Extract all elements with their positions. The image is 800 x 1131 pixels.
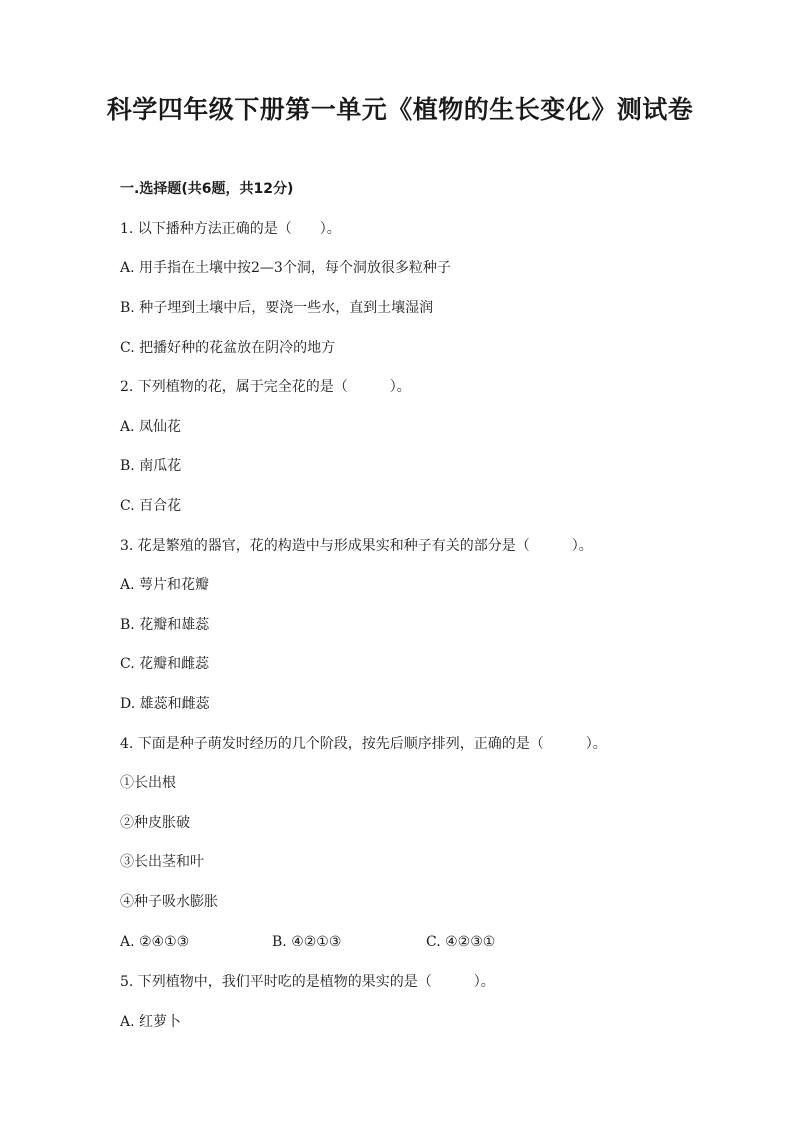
question-4-options-row — [120, 933, 680, 951]
question-4-stage-3: ③长出茎和叶 — [120, 854, 204, 870]
question-5-stem: 5. 下列植物中，我们平时吃的是植物的果实的是（ ）。 — [120, 974, 495, 990]
question-4-stage-2: ②种皮胀破 — [120, 815, 190, 831]
question-2-stem: 2. 下列植物的花，属于完全花的是（ ）。 — [120, 379, 411, 395]
page-title: 科学四年级下册第一单元《植物的生长变化》测试卷 — [106, 95, 694, 124]
question-3-option-d: D. 雄蕊和雌蕊 — [120, 696, 210, 712]
question-3-option-b: B. 花瓣和雄蕊 — [120, 617, 210, 633]
question-5-option-a: A. 红萝卜 — [120, 1014, 182, 1030]
question-4-stage-1: ①长出根 — [120, 775, 176, 791]
question-2-option-b: B. 南瓜花 — [120, 458, 182, 474]
question-1-option-a: A. 用手指在土壤中按2—3个洞，每个洞放很多粒种子 — [120, 260, 451, 276]
question-1-stem: 1. 以下播种方法正确的是（ ）。 — [120, 221, 341, 237]
question-4-stage-4: ④种子吸水膨胀 — [120, 894, 218, 910]
question-1-option-c: C. 把播好种的花盆放在阴冷的地方 — [120, 340, 336, 356]
question-3-option-c: C. 花瓣和雌蕊 — [120, 656, 210, 672]
question-4-option-a: A. ②④①③ — [120, 934, 190, 950]
question-2-option-a: A. 凤仙花 — [120, 419, 182, 435]
question-3-stem: 3. 花是繁殖的器官，花的构造中与形成果实和种子有关的部分是（ ）。 — [120, 538, 593, 554]
question-3-option-a: A. 萼片和花瓣 — [120, 577, 210, 593]
question-1-option-b: B. 种子埋到土壤中后，要浇一些水，直到土壤湿润 — [120, 300, 434, 316]
question-4-stem: 4. 下面是种子萌发时经历的几个阶段，按先后顺序排列，正确的是（ ）。 — [120, 736, 607, 752]
question-4-option-b: B. ④②①③ — [272, 934, 342, 950]
question-2-option-c: C. 百合花 — [120, 498, 182, 514]
section-heading: 一.选择题(共6题，共12分) — [120, 181, 294, 197]
question-4-option-c: C. ④②③① — [426, 934, 496, 950]
